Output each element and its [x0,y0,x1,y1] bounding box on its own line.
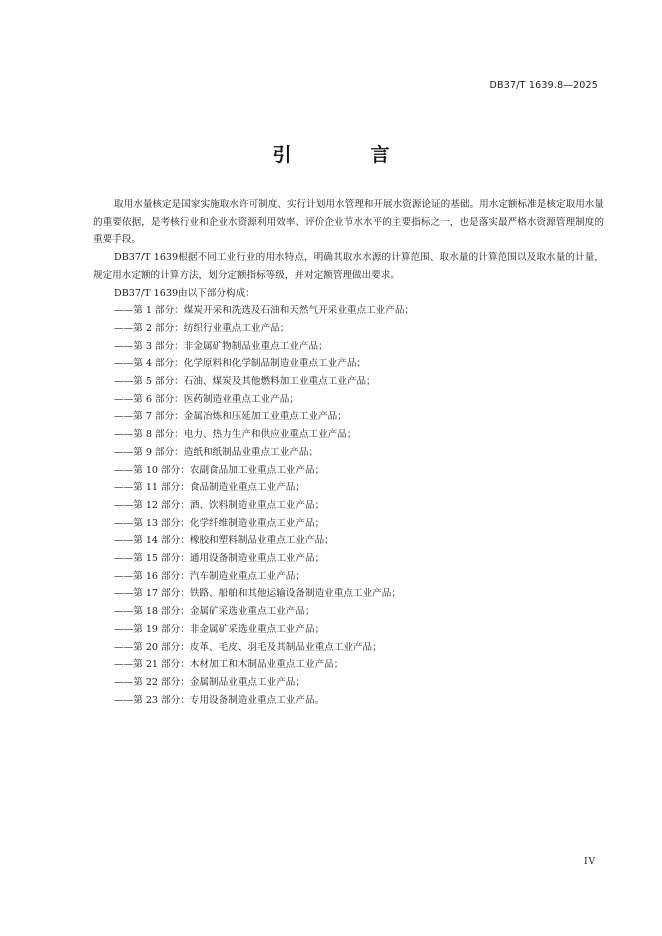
list-item: ——第 20 部分：皮革、毛皮、羽毛及其制品业重点工业产品； [114,641,382,653]
page-title: 引 言 [272,144,420,166]
list-item: ——第 10 部分：农副食品加工业重点工业产品； [114,464,325,476]
list-item: ——第 11 部分：食品制造业重点工业产品； [114,482,305,494]
list-item: ——第 16 部分：汽车制造业重点工业产品； [114,570,305,582]
list-item: ——第 18 部分：金属矿采选业重点工业产品； [114,606,315,618]
list-item: ——第 14 部分：橡胶和塑料制品业重点工业产品； [114,535,334,547]
scope-paragraph: DB37/T 1639根据不同工业行业的用水特点，明确其取水水源的计算范围、取水量的计算范围以及取水量的计量，规定用水定额的计算方法，划分定额指标等级，并对定额管理做出要求。 [93,252,604,281]
page-number: IV [583,857,596,867]
list-item: ——第 5 部分：石油、煤炭及其他燃料加工业重点工业产品； [114,376,376,388]
document-code: DB37/T 1639.8—2025 [489,80,598,91]
list-item: ——第 9 部分：造纸和纸制品业重点工业产品； [114,446,319,458]
list-item: ——第 13 部分：化学纤维制造业重点工业产品； [114,517,325,529]
list-item: ——第 7 部分：金属冶炼和压延加工业重点工业产品； [114,411,347,423]
list-item: ——第 15 部分：通用设备制造业重点工业产品； [114,553,325,565]
list-item: ——第 12 部分：酒、饮料制造业重点工业产品； [114,499,325,511]
list-item: ——第 21 部分：木材加工和木制品业重点工业产品； [114,659,344,671]
list-item: ——第 1 部分：煤炭开采和洗选及石油和天然气开采业重点工业产品； [114,305,415,317]
parts-list [93,302,604,709]
list-item: ——第 17 部分：铁路、船舶和其他运输设备制造业重点工业产品； [114,588,401,600]
list-item: ——第 2 部分：纺织行业重点工业产品； [114,322,290,334]
body-content [93,196,604,709]
intro-paragraph: 取用水量核定是国家实施取水许可制度、实行计划用水管理和开展水资源论证的基础。用水定额标准是核定取用水量的重要依据，是考核行业和企业水资源利用效率、评价企业节水水平的主要指标之一，也是落实最严格水资源管理制度的重要手段。 [93,199,604,246]
list-item: ——第 3 部分：非金属矿物制品业重点工业产品； [114,340,328,352]
parts-intro-paragraph: DB37/T 1639由以下部分构成： [114,287,255,299]
list-item: ——第 22 部分：金属制品业重点工业产品； [114,676,305,688]
list-item: ——第 8 部分：电力、热力生产和供应业重点工业产品； [114,429,357,441]
list-item: ——第 19 部分：非金属矿采选业重点工业产品； [114,623,325,635]
list-item: ——第 4 部分：化学原料和化学制品制造业重点工业产品； [114,358,367,370]
list-item: ——第 6 部分：医药制造业重点工业产品； [114,393,299,405]
list-item: ——第 23 部分：专用设备制造业重点工业产品。 [114,694,325,706]
